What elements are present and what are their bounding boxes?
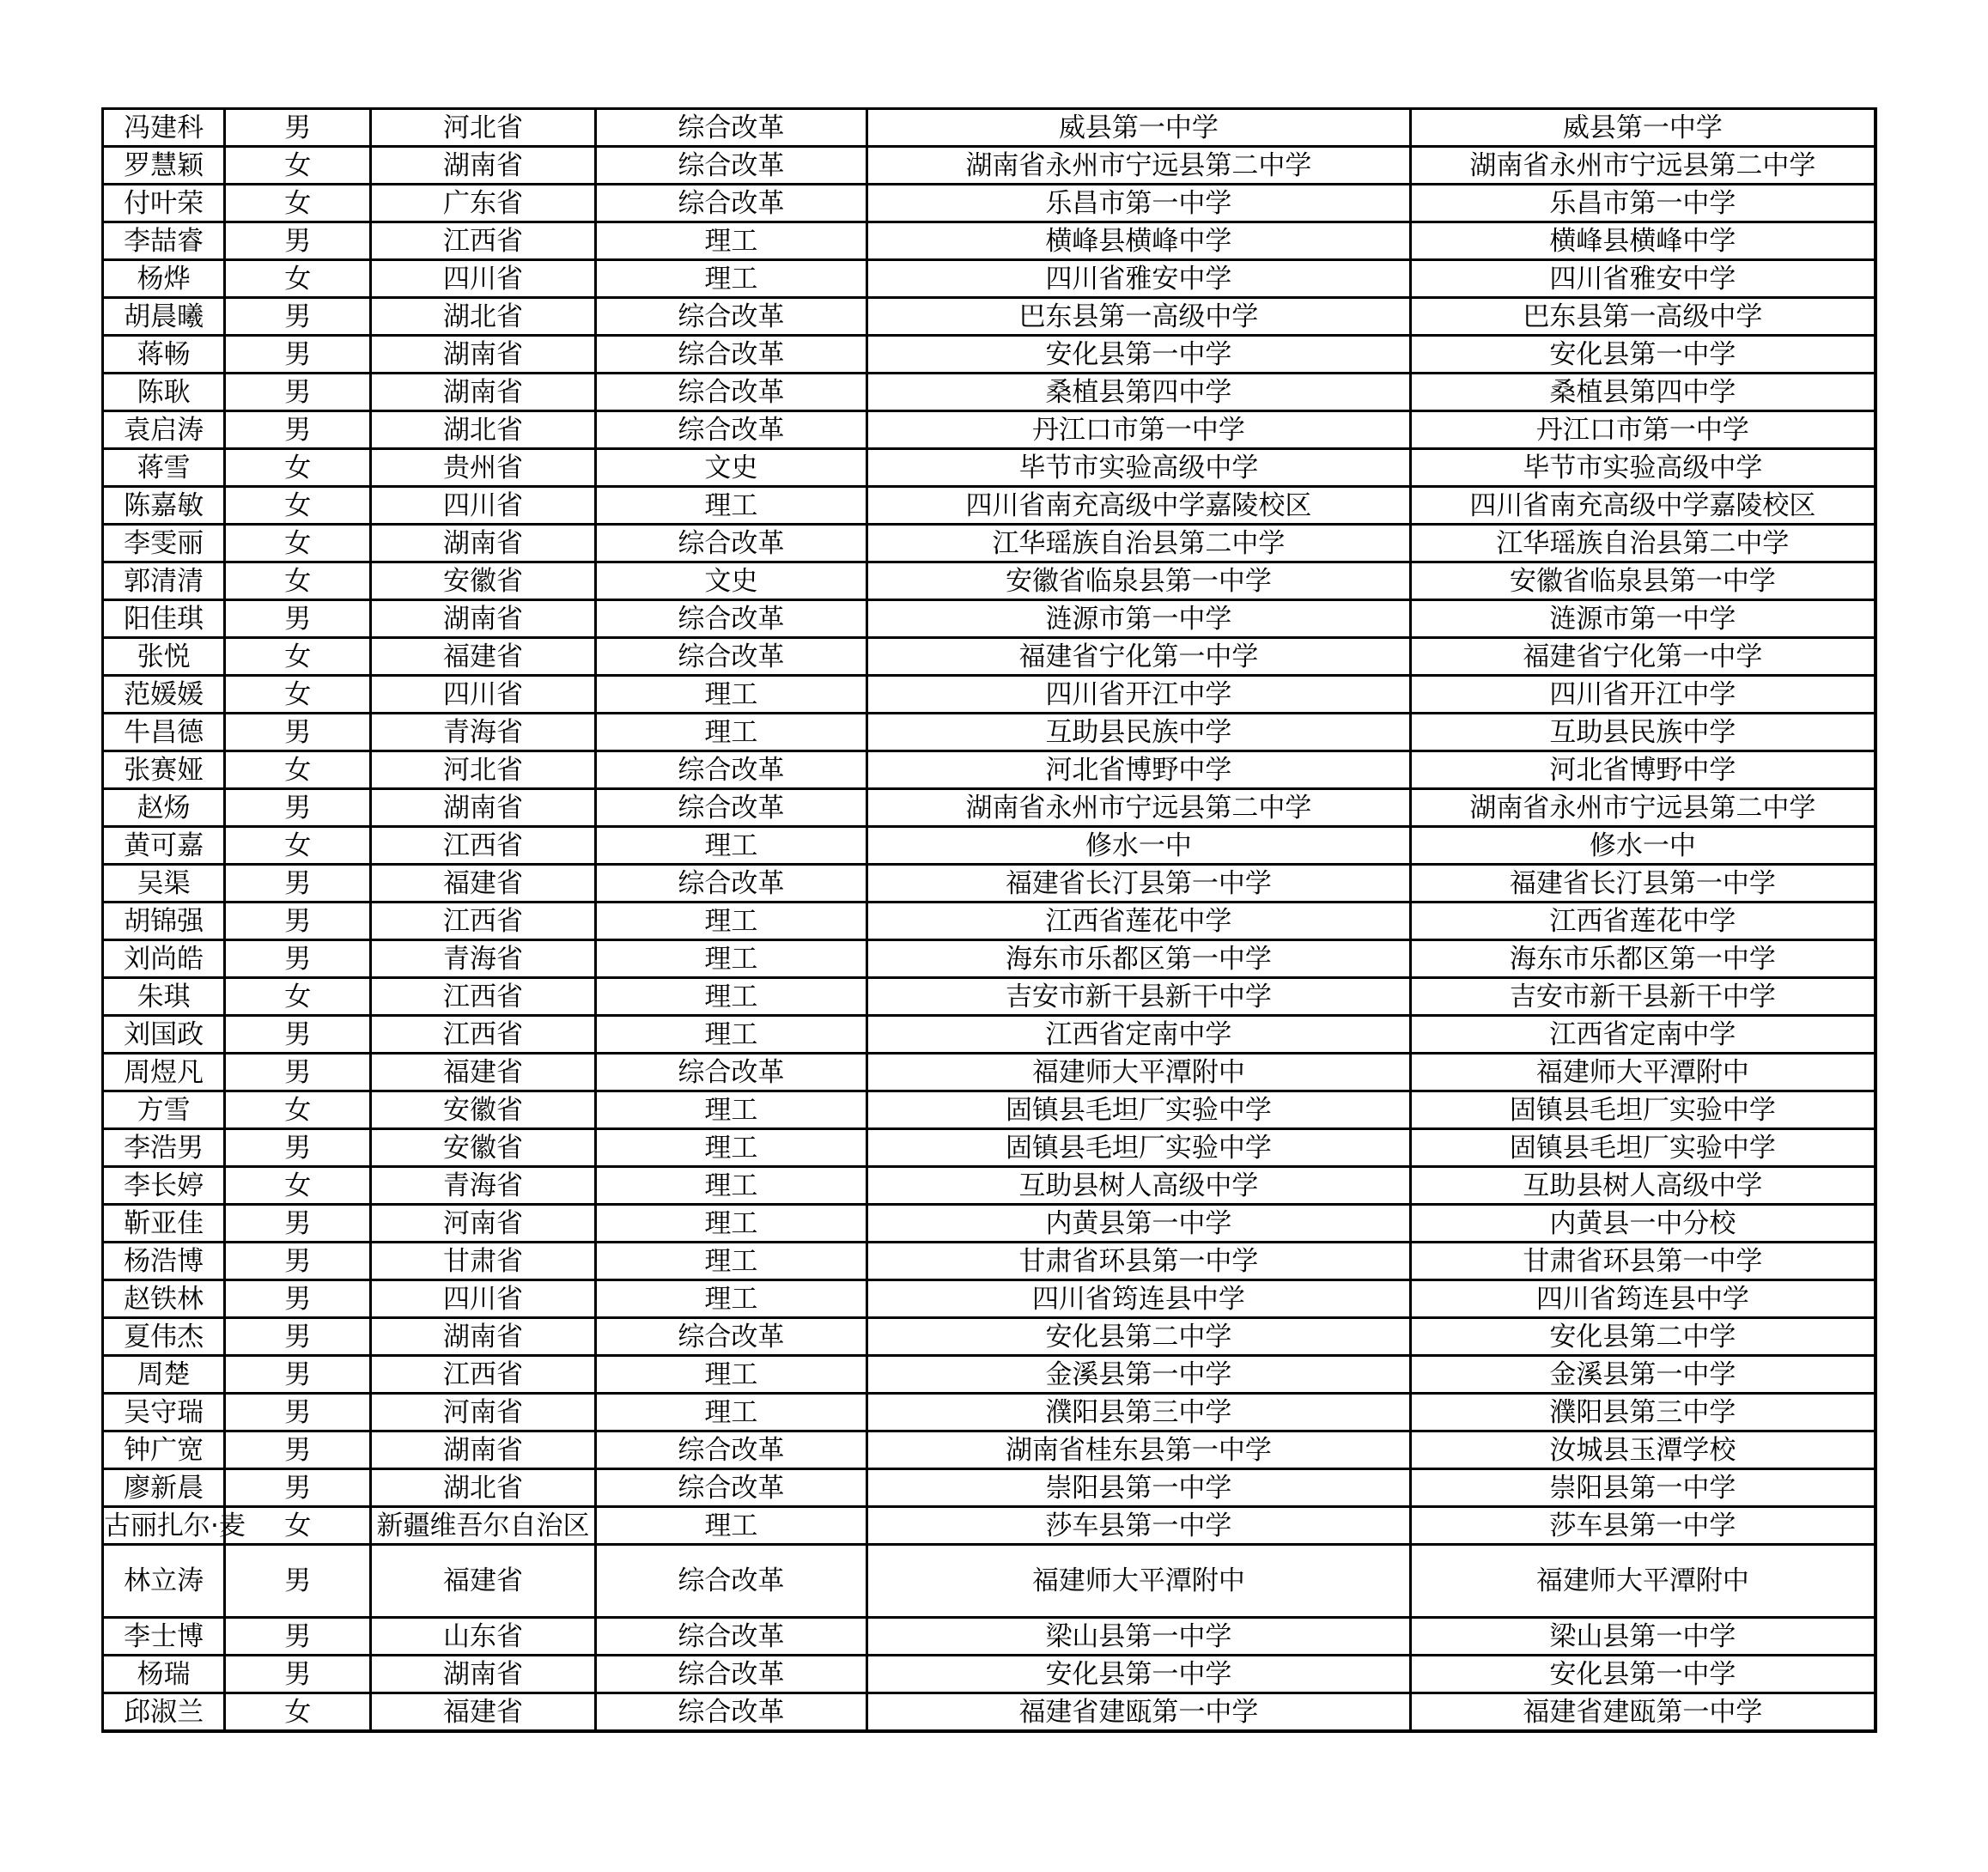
province-cell: 山东省: [371, 1618, 595, 1656]
category-cell: 理工: [595, 903, 866, 940]
name-cell: 张悦: [103, 638, 225, 676]
gender-cell: 男: [225, 903, 371, 940]
name-cell: 李浩男: [103, 1129, 225, 1167]
category-cell: 综合改革: [595, 336, 866, 374]
category-cell: 综合改革: [595, 525, 866, 562]
gender-cell: 女: [225, 751, 371, 789]
province-cell: 福建省: [371, 865, 595, 903]
gender-cell: 男: [225, 940, 371, 978]
table-row: [103, 1054, 1876, 1091]
table-row: [103, 789, 1876, 827]
graduation-school-cell: 崇阳县第一中学: [1410, 1469, 1876, 1507]
school-cell: 威县第一中学: [867, 109, 1411, 147]
table-row: [103, 1507, 1876, 1545]
name-cell: 李雯丽: [103, 525, 225, 562]
graduation-school-cell: 海东市乐都区第一中学: [1410, 940, 1876, 978]
category-cell: 综合改革: [595, 1054, 866, 1091]
graduation-school-cell: 四川省雅安中学: [1410, 260, 1876, 298]
graduation-school-cell: 吉安市新干县新干中学: [1410, 978, 1876, 1016]
graduation-school-cell: 内黄县一中分校: [1410, 1205, 1876, 1243]
name-cell: 赵铁林: [103, 1280, 225, 1318]
province-cell: 甘肃省: [371, 1243, 595, 1280]
category-cell: 综合改革: [595, 865, 866, 903]
school-cell: 安化县第一中学: [867, 336, 1411, 374]
graduation-school-cell: 四川省筠连县中学: [1410, 1280, 1876, 1318]
gender-cell: 女: [225, 1091, 371, 1129]
gender-cell: 女: [225, 1507, 371, 1545]
graduation-school-cell: 安化县第一中学: [1410, 336, 1876, 374]
table-row: [103, 978, 1876, 1016]
graduation-school-cell: 福建师大平潭附中: [1410, 1545, 1876, 1618]
province-cell: 安徽省: [371, 562, 595, 600]
graduation-school-cell: 莎车县第一中学: [1410, 1507, 1876, 1545]
school-cell: 濮阳县第三中学: [867, 1394, 1411, 1431]
school-cell: 江西省定南中学: [867, 1016, 1411, 1054]
name-cell: 吴守瑞: [103, 1394, 225, 1431]
graduation-school-cell: 江华瑶族自治县第二中学: [1410, 525, 1876, 562]
graduation-school-cell: 安化县第一中学: [1410, 1656, 1876, 1693]
category-cell: 综合改革: [595, 147, 866, 185]
gender-cell: 男: [225, 411, 371, 449]
category-cell: 综合改革: [595, 374, 866, 411]
graduation-school-cell: 桑植县第四中学: [1410, 374, 1876, 411]
name-cell: 黄可嘉: [103, 827, 225, 865]
table-row: [103, 411, 1876, 449]
name-cell: 杨烨: [103, 260, 225, 298]
category-cell: 综合改革: [595, 789, 866, 827]
school-cell: 湖南省桂东县第一中学: [867, 1431, 1411, 1469]
table-row: [103, 109, 1876, 147]
province-cell: 四川省: [371, 260, 595, 298]
category-cell: 理工: [595, 1507, 866, 1545]
graduation-school-cell: 固镇县毛坦厂实验中学: [1410, 1091, 1876, 1129]
category-cell: 文史: [595, 562, 866, 600]
table-row: [103, 1167, 1876, 1205]
province-cell: 湖南省: [371, 600, 595, 638]
graduation-school-cell: 巴东县第一高级中学: [1410, 298, 1876, 336]
gender-cell: 女: [225, 260, 371, 298]
school-cell: 巴东县第一高级中学: [867, 298, 1411, 336]
school-cell: 湖南省永州市宁远县第二中学: [867, 789, 1411, 827]
name-cell: 李士博: [103, 1618, 225, 1656]
category-cell: 理工: [595, 1091, 866, 1129]
table-row: [103, 1693, 1876, 1732]
province-cell: 安徽省: [371, 1091, 595, 1129]
province-cell: 四川省: [371, 676, 595, 714]
province-cell: 安徽省: [371, 1129, 595, 1167]
table-row: [103, 336, 1876, 374]
category-cell: 理工: [595, 1394, 866, 1431]
school-cell: 固镇县毛坦厂实验中学: [867, 1129, 1411, 1167]
graduation-school-cell: 互助县民族中学: [1410, 714, 1876, 751]
province-cell: 湖南省: [371, 1318, 595, 1356]
name-cell: 蒋畅: [103, 336, 225, 374]
school-cell: 海东市乐都区第一中学: [867, 940, 1411, 978]
school-cell: 丹江口市第一中学: [867, 411, 1411, 449]
name-cell: 周楚: [103, 1356, 225, 1394]
province-cell: 福建省: [371, 638, 595, 676]
name-cell: 周煜凡: [103, 1054, 225, 1091]
table-row: [103, 222, 1876, 260]
category-cell: 理工: [595, 260, 866, 298]
name-cell: 付叶荣: [103, 185, 225, 222]
name-cell: 赵炀: [103, 789, 225, 827]
province-cell: 青海省: [371, 714, 595, 751]
table-row: [103, 1394, 1876, 1431]
category-cell: 理工: [595, 487, 866, 525]
graduation-school-cell: 乐昌市第一中学: [1410, 185, 1876, 222]
name-cell: 牛昌德: [103, 714, 225, 751]
graduation-school-cell: 福建省宁化第一中学: [1410, 638, 1876, 676]
category-cell: 理工: [595, 1016, 866, 1054]
table-row: [103, 940, 1876, 978]
graduation-school-cell: 金溪县第一中学: [1410, 1356, 1876, 1394]
school-cell: 江华瑶族自治县第二中学: [867, 525, 1411, 562]
name-cell: 陈嘉敏: [103, 487, 225, 525]
province-cell: 江西省: [371, 222, 595, 260]
graduation-school-cell: 梁山县第一中学: [1410, 1618, 1876, 1656]
name-cell: 方雪: [103, 1091, 225, 1129]
graduation-school-cell: 互助县树人高级中学: [1410, 1167, 1876, 1205]
graduation-school-cell: 四川省开江中学: [1410, 676, 1876, 714]
school-cell: 福建师大平潭附中: [867, 1545, 1411, 1618]
name-cell: 廖新晨: [103, 1469, 225, 1507]
province-cell: 湖南省: [371, 789, 595, 827]
category-cell: 理工: [595, 1167, 866, 1205]
gender-cell: 男: [225, 1656, 371, 1693]
province-cell: 四川省: [371, 487, 595, 525]
name-cell: 蒋雪: [103, 449, 225, 487]
gender-cell: 男: [225, 865, 371, 903]
table-row: [103, 865, 1876, 903]
province-cell: 青海省: [371, 940, 595, 978]
category-cell: 文史: [595, 449, 866, 487]
gender-cell: 男: [225, 1280, 371, 1318]
category-cell: 综合改革: [595, 1469, 866, 1507]
category-cell: 理工: [595, 827, 866, 865]
name-cell: 夏伟杰: [103, 1318, 225, 1356]
student-table: [101, 107, 1877, 1733]
gender-cell: 女: [225, 562, 371, 600]
school-cell: 修水一中: [867, 827, 1411, 865]
graduation-school-cell: 甘肃省环县第一中学: [1410, 1243, 1876, 1280]
gender-cell: 女: [225, 638, 371, 676]
graduation-school-cell: 丹江口市第一中学: [1410, 411, 1876, 449]
graduation-school-cell: 湖南省永州市宁远县第二中学: [1410, 147, 1876, 185]
gender-cell: 女: [225, 147, 371, 185]
gender-cell: 男: [225, 336, 371, 374]
school-cell: 安徽省临泉县第一中学: [867, 562, 1411, 600]
name-cell: 钟广宽: [103, 1431, 225, 1469]
gender-cell: 男: [225, 714, 371, 751]
name-cell: 张赛娅: [103, 751, 225, 789]
graduation-school-cell: 安化县第二中学: [1410, 1318, 1876, 1356]
graduation-school-cell: 濮阳县第三中学: [1410, 1394, 1876, 1431]
name-cell: 袁启涛: [103, 411, 225, 449]
name-cell: 林立涛: [103, 1545, 225, 1618]
name-cell: 冯建科: [103, 109, 225, 147]
province-cell: 河南省: [371, 1394, 595, 1431]
table-row: [103, 1129, 1876, 1167]
school-cell: 湖南省永州市宁远县第二中学: [867, 147, 1411, 185]
province-cell: 湖南省: [371, 336, 595, 374]
table-row: [103, 449, 1876, 487]
gender-cell: 男: [225, 1431, 371, 1469]
name-cell: 李喆睿: [103, 222, 225, 260]
province-cell: 新疆维吾尔自治区: [371, 1507, 595, 1545]
school-cell: 福建省长汀县第一中学: [867, 865, 1411, 903]
category-cell: 理工: [595, 676, 866, 714]
table-row: [103, 1318, 1876, 1356]
category-cell: 综合改革: [595, 1431, 866, 1469]
table-row: [103, 1656, 1876, 1693]
name-cell: 邱淑兰: [103, 1693, 225, 1732]
category-cell: 理工: [595, 1243, 866, 1280]
table-row: [103, 827, 1876, 865]
gender-cell: 男: [225, 1469, 371, 1507]
name-cell: 胡锦强: [103, 903, 225, 940]
category-cell: 理工: [595, 1280, 866, 1318]
table-row: [103, 1091, 1876, 1129]
table-row: [103, 903, 1876, 940]
gender-cell: 男: [225, 1016, 371, 1054]
name-cell: 罗慧颖: [103, 147, 225, 185]
province-cell: 湖南省: [371, 147, 595, 185]
school-cell: 互助县民族中学: [867, 714, 1411, 751]
gender-cell: 女: [225, 487, 371, 525]
table-row: [103, 562, 1876, 600]
school-cell: 四川省筠连县中学: [867, 1280, 1411, 1318]
school-cell: 河北省博野中学: [867, 751, 1411, 789]
category-cell: 理工: [595, 222, 866, 260]
gender-cell: 女: [225, 827, 371, 865]
graduation-school-cell: 江西省定南中学: [1410, 1016, 1876, 1054]
name-cell: 李长婷: [103, 1167, 225, 1205]
gender-cell: 男: [225, 109, 371, 147]
name-cell: 杨瑞: [103, 1656, 225, 1693]
name-cell: 陈耿: [103, 374, 225, 411]
name-cell: 郭清清: [103, 562, 225, 600]
province-cell: 湖北省: [371, 1469, 595, 1507]
gender-cell: 男: [225, 1356, 371, 1394]
category-cell: 综合改革: [595, 1318, 866, 1356]
school-cell: 福建省建瓯第一中学: [867, 1693, 1411, 1732]
province-cell: 广东省: [371, 185, 595, 222]
category-cell: 理工: [595, 1205, 866, 1243]
school-cell: 金溪县第一中学: [867, 1356, 1411, 1394]
school-cell: 乐昌市第一中学: [867, 185, 1411, 222]
province-cell: 湖北省: [371, 298, 595, 336]
table-row: [103, 1356, 1876, 1394]
table-row: [103, 374, 1876, 411]
gender-cell: 男: [225, 600, 371, 638]
table-row: [103, 600, 1876, 638]
graduation-school-cell: 江西省莲花中学: [1410, 903, 1876, 940]
province-cell: 湖南省: [371, 525, 595, 562]
gender-cell: 男: [225, 298, 371, 336]
province-cell: 湖南省: [371, 1431, 595, 1469]
name-cell: 朱琪: [103, 978, 225, 1016]
school-cell: 福建省宁化第一中学: [867, 638, 1411, 676]
gender-cell: 女: [225, 185, 371, 222]
school-cell: 甘肃省环县第一中学: [867, 1243, 1411, 1280]
table-row: [103, 751, 1876, 789]
gender-cell: 女: [225, 978, 371, 1016]
category-cell: 综合改革: [595, 1656, 866, 1693]
province-cell: 福建省: [371, 1054, 595, 1091]
name-cell: 刘尚皓: [103, 940, 225, 978]
table-row: [103, 1280, 1876, 1318]
school-cell: 莎车县第一中学: [867, 1507, 1411, 1545]
table-row: [103, 260, 1876, 298]
table-row: [103, 525, 1876, 562]
gender-cell: 男: [225, 1394, 371, 1431]
name-cell: 靳亚佳: [103, 1205, 225, 1243]
school-cell: 四川省开江中学: [867, 676, 1411, 714]
school-cell: 内黄县第一中学: [867, 1205, 1411, 1243]
school-cell: 横峰县横峰中学: [867, 222, 1411, 260]
school-cell: 安化县第二中学: [867, 1318, 1411, 1356]
gender-cell: 女: [225, 525, 371, 562]
table-row: [103, 1205, 1876, 1243]
gender-cell: 女: [225, 449, 371, 487]
category-cell: 理工: [595, 978, 866, 1016]
gender-cell: 男: [225, 1129, 371, 1167]
graduation-school-cell: 安徽省临泉县第一中学: [1410, 562, 1876, 600]
province-cell: 江西省: [371, 978, 595, 1016]
table-row: [103, 676, 1876, 714]
table-row: [103, 1545, 1876, 1618]
province-cell: 河南省: [371, 1205, 595, 1243]
school-cell: 四川省南充高级中学嘉陵校区: [867, 487, 1411, 525]
name-cell: 范媛媛: [103, 676, 225, 714]
table-row: [103, 487, 1876, 525]
name-cell: 古丽扎尔·麦: [103, 1507, 225, 1545]
graduation-school-cell: 修水一中: [1410, 827, 1876, 865]
graduation-school-cell: 四川省南充高级中学嘉陵校区: [1410, 487, 1876, 525]
graduation-school-cell: 毕节市实验高级中学: [1410, 449, 1876, 487]
category-cell: 理工: [595, 714, 866, 751]
gender-cell: 男: [225, 1545, 371, 1618]
table-row: [103, 147, 1876, 185]
gender-cell: 男: [225, 1618, 371, 1656]
province-cell: 四川省: [371, 1280, 595, 1318]
category-cell: 综合改革: [595, 751, 866, 789]
name-cell: 阳佳琪: [103, 600, 225, 638]
school-cell: 福建师大平潭附中: [867, 1054, 1411, 1091]
province-cell: 河北省: [371, 751, 595, 789]
table-row: [103, 1431, 1876, 1469]
graduation-school-cell: 固镇县毛坦厂实验中学: [1410, 1129, 1876, 1167]
category-cell: 理工: [595, 1356, 866, 1394]
school-cell: 吉安市新干县新干中学: [867, 978, 1411, 1016]
gender-cell: 男: [225, 374, 371, 411]
category-cell: 综合改革: [595, 1618, 866, 1656]
gender-cell: 女: [225, 1167, 371, 1205]
graduation-school-cell: 湖南省永州市宁远县第二中学: [1410, 789, 1876, 827]
name-cell: 刘国政: [103, 1016, 225, 1054]
table-row: [103, 1016, 1876, 1054]
table-row: [103, 1618, 1876, 1656]
graduation-school-cell: 河北省博野中学: [1410, 751, 1876, 789]
school-cell: 桑植县第四中学: [867, 374, 1411, 411]
gender-cell: 男: [225, 222, 371, 260]
category-cell: 综合改革: [595, 1545, 866, 1618]
province-cell: 湖南省: [371, 1656, 595, 1693]
province-cell: 江西省: [371, 903, 595, 940]
school-cell: 涟源市第一中学: [867, 600, 1411, 638]
graduation-school-cell: 福建省建瓯第一中学: [1410, 1693, 1876, 1732]
gender-cell: 男: [225, 1205, 371, 1243]
category-cell: 综合改革: [595, 600, 866, 638]
table-row: [103, 185, 1876, 222]
name-cell: 胡晨曦: [103, 298, 225, 336]
table-row: [103, 714, 1876, 751]
school-cell: 江西省莲花中学: [867, 903, 1411, 940]
school-cell: 安化县第一中学: [867, 1656, 1411, 1693]
table-row: [103, 638, 1876, 676]
graduation-school-cell: 汝城县玉潭学校: [1410, 1431, 1876, 1469]
graduation-school-cell: 福建省长汀县第一中学: [1410, 865, 1876, 903]
category-cell: 综合改革: [595, 1693, 866, 1732]
category-cell: 综合改革: [595, 185, 866, 222]
province-cell: 青海省: [371, 1167, 595, 1205]
category-cell: 综合改革: [595, 638, 866, 676]
school-cell: 崇阳县第一中学: [867, 1469, 1411, 1507]
student-table-body: [103, 109, 1876, 1732]
province-cell: 贵州省: [371, 449, 595, 487]
gender-cell: 男: [225, 1054, 371, 1091]
gender-cell: 女: [225, 1693, 371, 1732]
gender-cell: 男: [225, 1318, 371, 1356]
gender-cell: 男: [225, 789, 371, 827]
category-cell: 综合改革: [595, 298, 866, 336]
graduation-school-cell: 威县第一中学: [1410, 109, 1876, 147]
school-cell: 梁山县第一中学: [867, 1618, 1411, 1656]
school-cell: 毕节市实验高级中学: [867, 449, 1411, 487]
table-row: [103, 1243, 1876, 1280]
province-cell: 湖南省: [371, 374, 595, 411]
category-cell: 理工: [595, 1129, 866, 1167]
province-cell: 河北省: [371, 109, 595, 147]
graduation-school-cell: 横峰县横峰中学: [1410, 222, 1876, 260]
gender-cell: 女: [225, 676, 371, 714]
category-cell: 综合改革: [595, 411, 866, 449]
graduation-school-cell: 涟源市第一中学: [1410, 600, 1876, 638]
gender-cell: 男: [225, 1243, 371, 1280]
graduation-school-cell: 福建师大平潭附中: [1410, 1054, 1876, 1091]
category-cell: 理工: [595, 940, 866, 978]
province-cell: 福建省: [371, 1545, 595, 1618]
province-cell: 江西省: [371, 1016, 595, 1054]
name-cell: 吴渠: [103, 865, 225, 903]
name-cell: 杨浩博: [103, 1243, 225, 1280]
table-row: [103, 1469, 1876, 1507]
province-cell: 江西省: [371, 827, 595, 865]
province-cell: 福建省: [371, 1693, 595, 1732]
table-row: [103, 298, 1876, 336]
school-cell: 固镇县毛坦厂实验中学: [867, 1091, 1411, 1129]
province-cell: 湖北省: [371, 411, 595, 449]
province-cell: 江西省: [371, 1356, 595, 1394]
category-cell: 综合改革: [595, 109, 866, 147]
school-cell: 四川省雅安中学: [867, 260, 1411, 298]
school-cell: 互助县树人高级中学: [867, 1167, 1411, 1205]
